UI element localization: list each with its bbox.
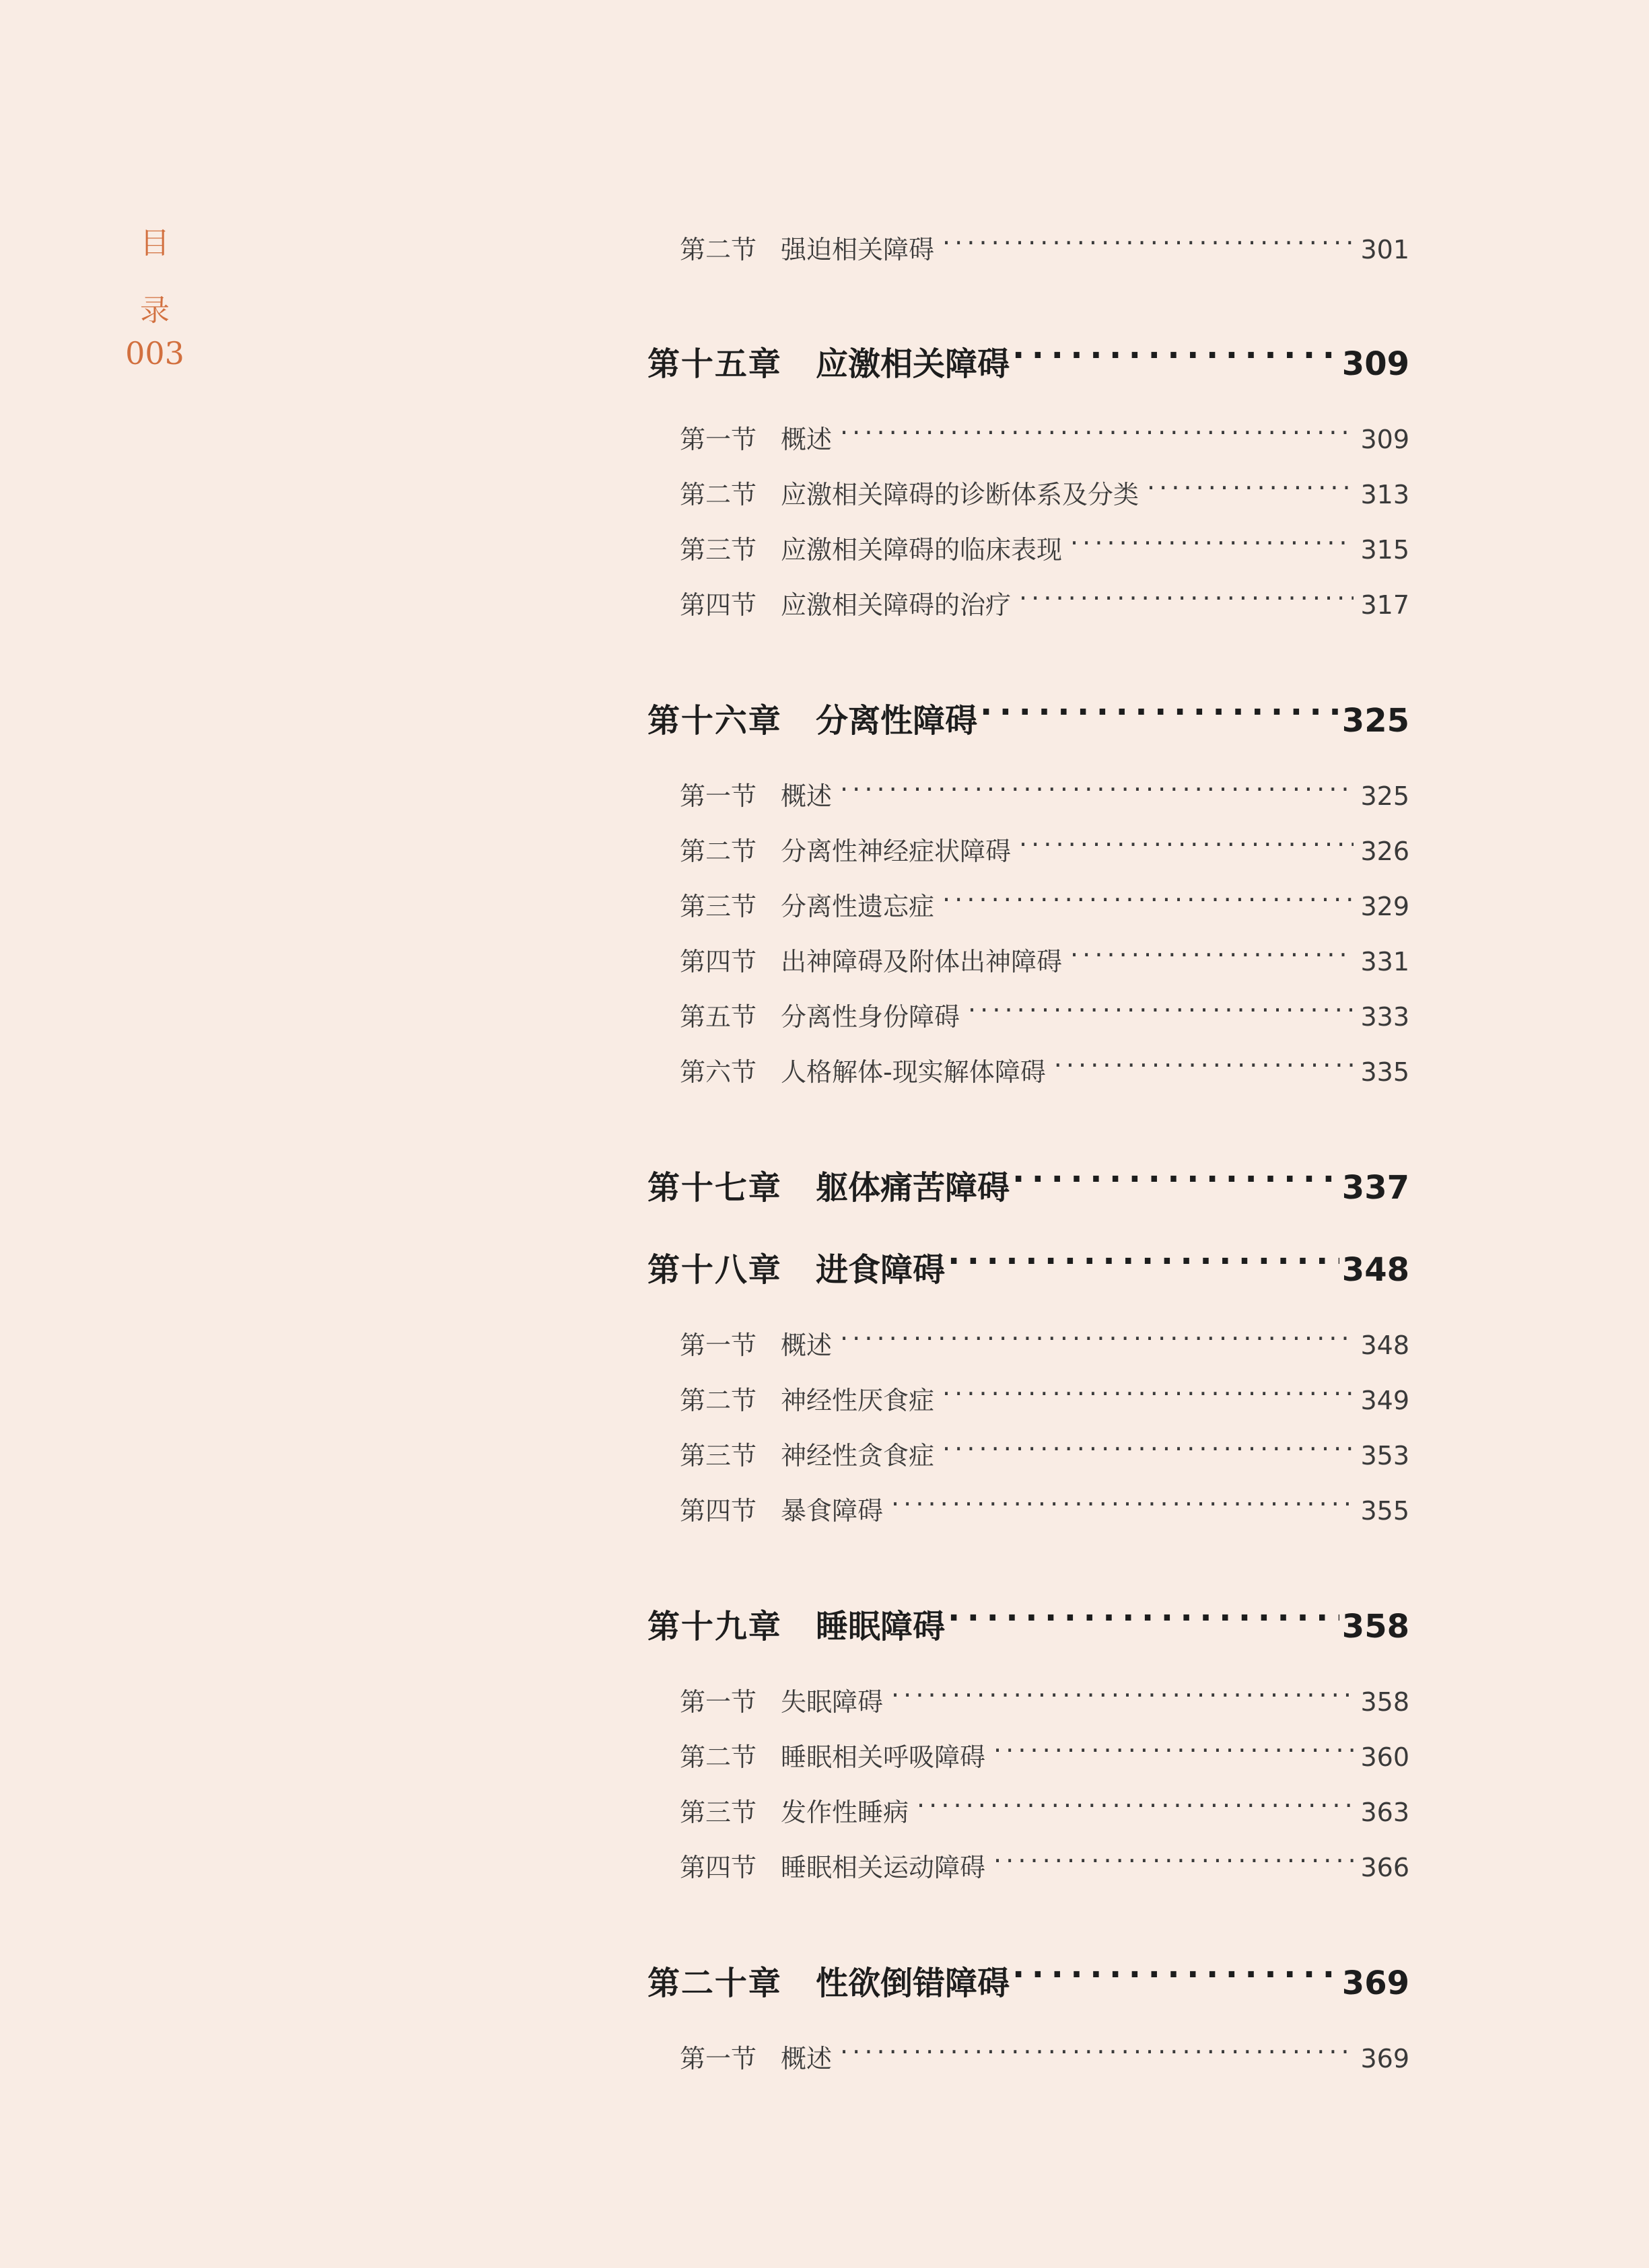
dot-leader [948, 1248, 1339, 1281]
section-title: 失眠障碍 [781, 1687, 884, 1717]
chapter-title: 躯体痛苦障碍 [816, 1169, 1010, 1207]
dot-leader [1012, 1962, 1339, 1994]
dot-leader [993, 1851, 1354, 1876]
section-number: 第一节 [680, 1687, 757, 1717]
page-reference: 355 [1360, 1496, 1409, 1526]
section-number: 第四节 [680, 1853, 757, 1882]
toc-section-entry[interactable] [680, 1736, 1409, 1773]
page-reference: 325 [1360, 781, 1409, 811]
toc-section-entry[interactable] [680, 1490, 1409, 1527]
page-reference: 348 [1341, 1251, 1409, 1289]
dot-leader [942, 1439, 1354, 1464]
toc-section-entry[interactable] [680, 941, 1409, 978]
section-title: 睡眠相关呼吸障碍 [781, 1742, 986, 1772]
dot-leader [1147, 478, 1354, 503]
section-title: 分离性神经症状障碍 [781, 837, 1012, 866]
page-reference: 369 [1360, 2044, 1409, 2074]
page-reference: 309 [1360, 425, 1409, 454]
sidebar-title-char-1: 目 [140, 226, 170, 260]
toc-section-entry[interactable] [680, 1847, 1409, 1884]
chapter-title: 进食障碍 [816, 1251, 946, 1289]
section-number: 第二节 [680, 837, 757, 866]
page-reference: 333 [1360, 1002, 1409, 1032]
page-reference: 349 [1360, 1386, 1409, 1415]
toc-section-entry[interactable] [680, 229, 1409, 266]
section-title: 睡眠相关运动障碍 [781, 1853, 986, 1882]
page-reference: 315 [1360, 535, 1409, 565]
section-number: 第二节 [680, 1386, 757, 1415]
toc-section-entry[interactable] [680, 1792, 1409, 1829]
section-number: 第三节 [680, 535, 757, 565]
toc-section-entry[interactable] [680, 1380, 1409, 1417]
section-number: 第一节 [680, 2044, 757, 2074]
chapter-number: 第十五章 [647, 345, 782, 383]
dot-leader [1070, 945, 1354, 970]
dot-leader [1019, 835, 1354, 860]
page-reference: 358 [1341, 1608, 1409, 1645]
dot-leader [948, 1605, 1339, 1637]
toc-chapter-entry[interactable] [647, 1162, 1409, 1208]
section-title: 强迫相关障碍 [781, 235, 935, 264]
toc-section-entry[interactable] [680, 474, 1409, 511]
section-title: 应激相关障碍的临床表现 [781, 535, 1063, 565]
dot-leader [942, 233, 1354, 258]
sidebar [108, 226, 202, 371]
section-title: 应激相关障碍的治疗 [781, 590, 1012, 620]
section-number: 第四节 [680, 947, 757, 977]
dot-leader [917, 1796, 1354, 1821]
section-number: 第三节 [680, 1441, 757, 1470]
chapter-title: 分离性障碍 [816, 702, 978, 740]
section-title: 分离性身份障碍 [781, 1002, 960, 1032]
chapter-number: 第十六章 [647, 702, 782, 740]
section-title: 人格解体-现实解体障碍 [781, 1057, 1046, 1087]
section-title: 概述 [781, 425, 833, 454]
dot-leader [840, 779, 1354, 805]
section-title: 神经性厌食症 [781, 1386, 935, 1415]
page-reference: 326 [1360, 837, 1409, 866]
chapter-title: 睡眠障碍 [816, 1608, 946, 1645]
toc-section-entry[interactable] [680, 584, 1409, 621]
toc-chapter-entry[interactable] [647, 1957, 1409, 2004]
page-reference: 329 [1360, 892, 1409, 921]
section-title: 神经性贪食症 [781, 1441, 935, 1470]
page-reference: 301 [1360, 235, 1409, 264]
section-title: 概述 [781, 2044, 833, 2074]
section-title: 发作性睡病 [781, 1798, 909, 1827]
section-title: 概述 [781, 781, 833, 811]
toc-chapter-entry[interactable] [647, 1600, 1409, 1647]
section-number: 第二节 [680, 235, 757, 264]
toc-section-entry[interactable] [680, 529, 1409, 566]
section-number: 第一节 [680, 781, 757, 811]
toc-chapter-entry[interactable] [647, 338, 1409, 384]
section-number: 第三节 [680, 892, 757, 921]
page-reference: 348 [1360, 1331, 1409, 1360]
page-reference: 331 [1360, 947, 1409, 977]
page-reference: 353 [1360, 1441, 1409, 1470]
toc-section-entry[interactable] [680, 775, 1409, 812]
toc-chapter-entry[interactable] [647, 1244, 1409, 1290]
chapter-number: 第十七章 [647, 1169, 782, 1207]
section-number: 第五节 [680, 1002, 757, 1032]
chapter-title: 性欲倒错障碍 [816, 1964, 1010, 2002]
chapter-number: 第十八章 [647, 1251, 782, 1289]
section-title: 概述 [781, 1331, 833, 1360]
dot-leader [1070, 533, 1354, 559]
dot-leader [993, 1740, 1354, 1766]
toc-section-entry[interactable] [680, 886, 1409, 923]
page-reference: 309 [1341, 345, 1409, 383]
page-reference: 360 [1360, 1742, 1409, 1772]
section-number: 第一节 [680, 1331, 757, 1360]
section-number: 第四节 [680, 1496, 757, 1526]
dot-leader [891, 1494, 1354, 1520]
section-number: 第二节 [680, 480, 757, 509]
dot-leader [1012, 1166, 1339, 1199]
toc-section-entry[interactable] [680, 1435, 1409, 1472]
page-reference: 313 [1360, 480, 1409, 509]
chapter-title: 应激相关障碍 [816, 345, 1010, 383]
toc-section-entry[interactable] [680, 1051, 1409, 1088]
dot-leader [968, 1000, 1354, 1026]
sidebar-title-char-2: 录 [140, 293, 170, 328]
toc-section-entry[interactable] [680, 419, 1409, 456]
dot-leader [891, 1685, 1354, 1711]
page-reference: 335 [1360, 1057, 1409, 1087]
dot-leader [840, 2042, 1354, 2067]
dot-leader [840, 1328, 1354, 1354]
page-number: 003 [125, 335, 184, 371]
section-title: 出神障碍及附体出神障碍 [781, 947, 1063, 977]
page-reference: 337 [1341, 1169, 1409, 1207]
chapter-number: 第十九章 [647, 1608, 782, 1645]
dot-leader [1019, 588, 1354, 614]
section-number: 第六节 [680, 1057, 757, 1087]
dot-leader [840, 423, 1354, 448]
table-of-contents [647, 0, 1409, 2268]
section-number: 第二节 [680, 1742, 757, 1772]
section-title: 应激相关障碍的诊断体系及分类 [781, 480, 1139, 509]
section-title: 暴食障碍 [781, 1496, 884, 1526]
dot-leader [942, 1384, 1354, 1409]
toc-section-entry[interactable] [680, 996, 1409, 1033]
section-number: 第四节 [680, 590, 757, 620]
toc-section-entry[interactable] [680, 1681, 1409, 1718]
dot-leader [1054, 1055, 1354, 1081]
toc-section-entry[interactable] [680, 830, 1409, 867]
page-reference: 325 [1341, 702, 1409, 740]
dot-leader [942, 890, 1354, 915]
toc-section-entry[interactable] [680, 2038, 1409, 2075]
chapter-number: 第二十章 [647, 1964, 782, 2002]
section-number: 第三节 [680, 1798, 757, 1827]
toc-section-entry[interactable] [680, 1324, 1409, 1361]
section-title: 分离性遗忘症 [781, 892, 935, 921]
dot-leader [1012, 343, 1339, 375]
page-reference: 369 [1341, 1964, 1409, 2002]
page-reference: 363 [1360, 1798, 1409, 1827]
page-reference: 358 [1360, 1687, 1409, 1717]
page-reference: 366 [1360, 1853, 1409, 1882]
page-reference: 317 [1360, 590, 1409, 620]
toc-chapter-entry[interactable] [647, 695, 1409, 741]
dot-leader [980, 699, 1339, 732]
section-number: 第一节 [680, 425, 757, 454]
